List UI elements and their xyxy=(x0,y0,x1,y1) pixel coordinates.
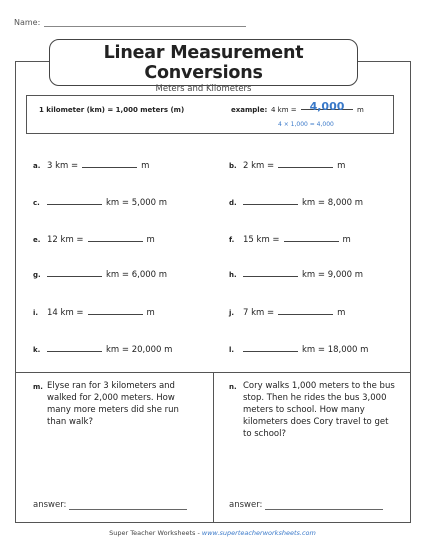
title-box xyxy=(49,39,358,94)
problem-f xyxy=(229,233,351,245)
problem-suffix: km = 20,000 m xyxy=(106,345,173,355)
answer-blank[interactable] xyxy=(243,196,298,205)
problem-letter: m. xyxy=(33,383,43,391)
problem-suffix: m xyxy=(146,235,155,245)
problem-letter: d. xyxy=(229,199,237,207)
page-title: Linear Measurement Conversions xyxy=(103,43,304,83)
page-subtitle: Meters and Kilometers xyxy=(155,84,252,94)
answer-label: answer: xyxy=(229,500,263,510)
answer-blank[interactable] xyxy=(243,268,298,277)
footer-link[interactable]: www.superteacherworksheets.com xyxy=(201,529,316,537)
answer-blank[interactable] xyxy=(82,159,137,168)
problem-prefix: 7 km = xyxy=(243,308,275,318)
example-work: 4 × 1,000 = 4,000 xyxy=(278,121,334,128)
answer-blank[interactable] xyxy=(88,306,143,315)
problem-letter: j. xyxy=(229,309,235,317)
problem-letter: l. xyxy=(229,346,235,354)
answer-blank[interactable] xyxy=(278,306,333,315)
problem-prefix: 3 km = xyxy=(47,161,79,171)
problem-letter: c. xyxy=(33,199,40,207)
problem-h xyxy=(229,268,363,280)
problem-suffix: km = 8,000 m xyxy=(302,198,364,208)
problem-prefix: 14 km = xyxy=(47,308,84,318)
answer-field-n[interactable] xyxy=(229,500,383,510)
problem-i xyxy=(33,306,155,318)
problem-suffix: km = 6,000 m xyxy=(106,270,168,280)
answer-blank[interactable] xyxy=(243,343,298,352)
problem-c xyxy=(33,196,167,208)
answer-blank[interactable] xyxy=(47,196,102,205)
word-problem-text: Cory walks 1,000 meters to the bus stop. Then he rides the bus 3,000 meters to school. How many kilometers does Cory travel to get to school? xyxy=(243,381,395,439)
answer-field-m[interactable] xyxy=(33,500,187,510)
problem-suffix: m xyxy=(337,161,346,171)
example-unit: m xyxy=(357,106,364,114)
problem-k xyxy=(33,343,172,355)
problem-j xyxy=(229,306,345,318)
problem-letter: g. xyxy=(33,271,41,279)
problem-b xyxy=(229,159,345,171)
name-label: Name: xyxy=(14,18,41,27)
footer xyxy=(0,529,425,537)
problem-letter: a. xyxy=(33,162,41,170)
problem-suffix: km = 18,000 m xyxy=(302,345,369,355)
problem-letter: e. xyxy=(33,236,41,244)
problem-prefix: 15 km = xyxy=(243,235,280,245)
problem-letter: f. xyxy=(229,236,235,244)
problem-e xyxy=(33,233,155,245)
problem-prefix: 2 km = xyxy=(243,161,275,171)
conversion-fact: 1 kilometer (km) = 1,000 meters (m) xyxy=(39,106,185,114)
word-problem-text: Elyse ran for 3 kilometers and walked for 2,000 meters. How many more meters did she run than walk? xyxy=(47,381,179,427)
problem-d xyxy=(229,196,363,208)
answer-label: answer: xyxy=(33,500,67,510)
footer-brand: Super Teacher Worksheets - xyxy=(109,529,202,537)
problem-suffix: m xyxy=(342,235,351,245)
answer-blank[interactable] xyxy=(278,159,333,168)
answer-blank[interactable] xyxy=(284,233,339,242)
problem-prefix: 12 km = xyxy=(47,235,84,245)
example-answer: 4,000 xyxy=(309,100,345,113)
problem-suffix: m xyxy=(337,308,346,318)
answer-line[interactable] xyxy=(265,501,383,510)
problem-letter: n. xyxy=(229,383,237,391)
answer-blank[interactable] xyxy=(47,268,102,277)
problem-g xyxy=(33,268,167,280)
problem-letter: h. xyxy=(229,271,237,279)
problem-suffix: m xyxy=(146,308,155,318)
answer-blank[interactable] xyxy=(88,233,143,242)
word-problem-column-divider xyxy=(213,372,214,523)
problem-letter: i. xyxy=(33,309,39,317)
example-lhs: 4 km = xyxy=(271,106,297,114)
answer-line[interactable] xyxy=(69,501,187,510)
example-label: example: xyxy=(231,106,268,114)
problem-letter: b. xyxy=(229,162,237,170)
problem-suffix: km = 9,000 m xyxy=(302,270,364,280)
problem-suffix: km = 5,000 m xyxy=(106,198,168,208)
problem-l xyxy=(229,343,368,355)
word-problem-m xyxy=(33,380,193,428)
name-field[interactable] xyxy=(14,18,246,27)
answer-blank[interactable] xyxy=(47,343,102,352)
word-problem-n xyxy=(229,380,397,440)
problem-letter: k. xyxy=(33,346,41,354)
problem-suffix: m xyxy=(141,161,150,171)
name-line[interactable] xyxy=(44,18,246,27)
problem-a xyxy=(33,159,149,171)
